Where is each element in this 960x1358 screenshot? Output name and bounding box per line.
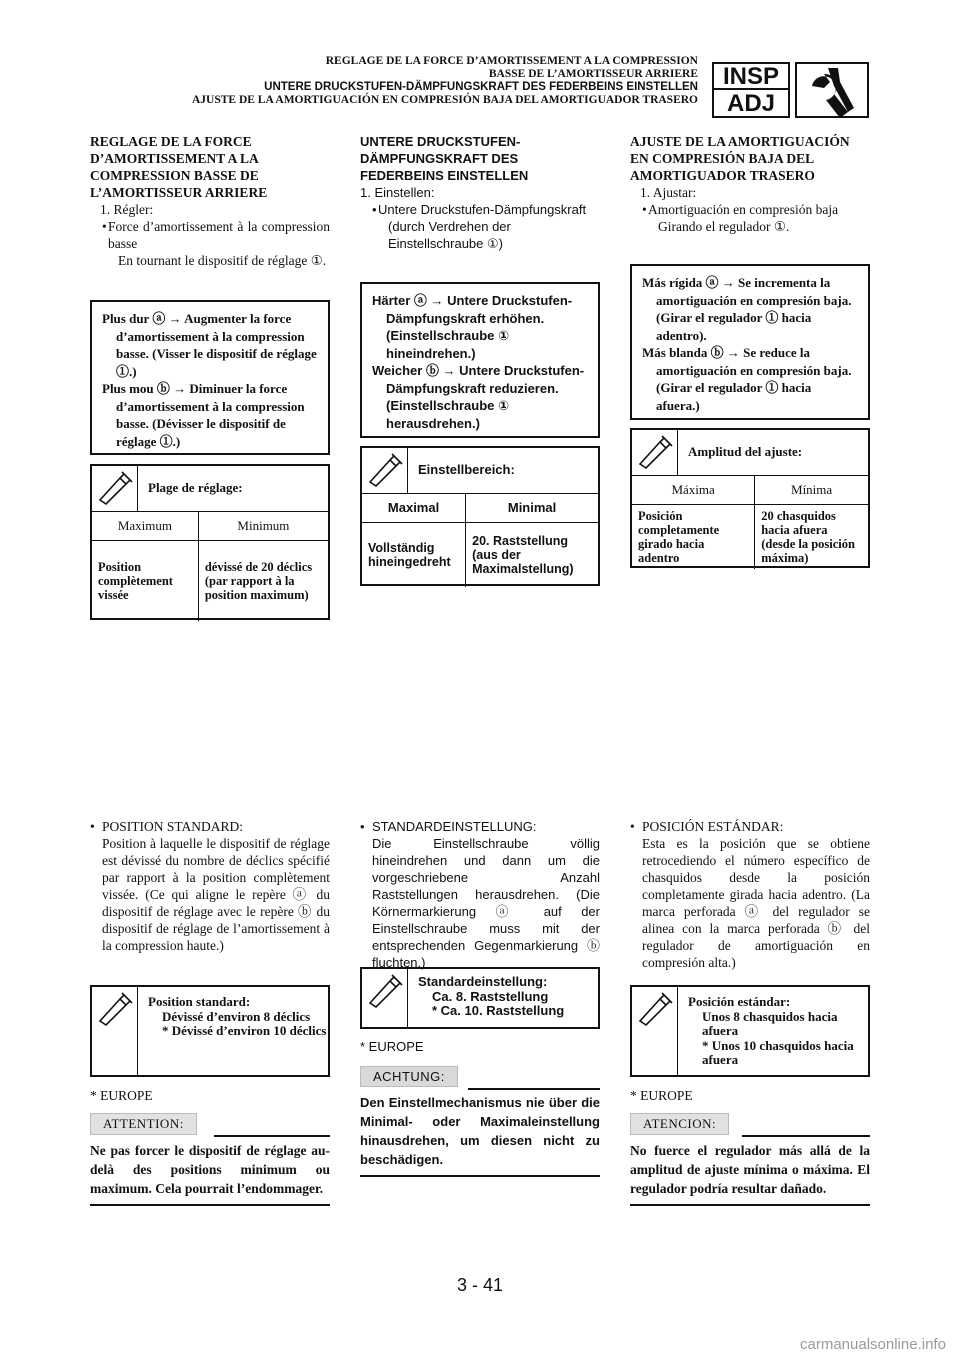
- de-spec-max: Vollständig hineingedreht: [368, 540, 451, 569]
- caliper-icon: [636, 991, 674, 1029]
- fr-caution-text: Ne pas forcer le dispositif de réglage au-delà des positions minimum ou maximum. Cela pourrait l’endommager.: [90, 1143, 330, 1196]
- de-intro: UNTERE DRUCKSTUFEN- DÄMPFUNGSKRAFT DES FEDERBEINS EINSTELLEN 1. Einstellen: • Untere Druckstufen-Dämpfungskraft (durch Verdrehen der Einstellschraube ①): [360, 133, 600, 252]
- fr-std-box-title: Position standard:: [148, 994, 251, 1009]
- es-std-head: POSICIÓN ESTÁNDAR:: [642, 819, 784, 834]
- fr-title-3: COMPRESSION BASSE DE: [90, 168, 259, 183]
- fr-std-head: POSITION STANDARD:: [102, 819, 244, 834]
- de-standard: • STANDARDEINSTELLUNG: Die Einstellschraube völlig hineindrehen und dann um die vorgeschriebene Anzahl Raststellungen herausdrehen. (Die Körnermarkierung ⓐ auf der Einstellschraube muss mit der entsprechenden Gegenmarkierung ⓑ fluchten.): [360, 819, 600, 970]
- fr-box-softer: Plus mou ⓑ → Diminuer la force d’amortissement à la compression basse. (Dévisser le dispositif de réglage ①.): [102, 381, 305, 449]
- de-title-2: DÄMPFUNGSKRAFT DES: [360, 151, 519, 166]
- es-caution-text: No fuerce el regulador más allá de la amplitud de ajuste mínima o máxima. El regulador podría resultar dañado.: [630, 1143, 870, 1196]
- es-caution: [630, 1113, 870, 1206]
- es-spec-max: Posición completamente girado hacia adentro: [638, 509, 720, 565]
- es-std-box-l2: * Unos 10 chasquidos hacia afuera: [702, 1037, 854, 1067]
- de-title-1: UNTERE DRUCKSTUFEN-: [360, 134, 521, 149]
- de-std-box-l2: * Ca. 10. Raststellung: [432, 1003, 565, 1018]
- de-title-3: FEDERBEINS EINSTELLEN: [360, 168, 529, 183]
- fr-std-box-l1: Dévissé d’environ 8 déclics: [162, 1008, 311, 1024]
- fr-title-2: D’AMORTISSEMENT A LA: [90, 151, 259, 166]
- wrench-screwdriver-icon: [795, 62, 869, 118]
- de-step: 1. Einstellen:: [360, 185, 435, 200]
- fr-std-box: [90, 985, 330, 1077]
- fr-caution-tag: ATTENTION:: [90, 1113, 197, 1135]
- es-std-text: Esta es la posición que se obtiene retrocediendo el número específico de chasquidos desde la posición completamente girada hacia adentro. (La marca perforada ⓐ del regulador se alinea con la marca perforada ⓑ del regulador de amortiguación en compresión alta.): [642, 836, 870, 970]
- badge-adj: ADJ: [726, 90, 775, 117]
- de-spec-header-min: Minimal: [466, 494, 598, 523]
- fr-spec-max: Position complètement vissée: [98, 559, 173, 602]
- fr-title-1: REGLAGE DE LA FORCE: [90, 134, 252, 149]
- fr-caution: [90, 1113, 330, 1206]
- de-spec-min: 20. Raststellung (aus der Maximalstellung): [466, 523, 598, 587]
- de-bullet: Untere Druckstufen-Dämpfungskraft: [378, 202, 587, 217]
- caliper-icon: [366, 452, 404, 490]
- header-line-3: UNTERE DRUCKSTUFEN-DÄMPFUNGSKRAFT DES FEDERBEINS EINSTELLEN: [264, 81, 698, 93]
- es-spec-table: [630, 428, 870, 568]
- es-spec-title: Amplitud del ajuste:: [688, 444, 803, 459]
- es-bullet: Amortiguación en compresión baja: [648, 202, 839, 217]
- de-std-box-title: Standardeinstellung:: [418, 974, 548, 989]
- caliper-icon: [636, 434, 674, 472]
- section-badge: [712, 62, 790, 118]
- es-std-box: [630, 985, 870, 1077]
- de-europe: * EUROPE: [360, 1039, 424, 1054]
- es-box-softer: Más blanda ⓑ → Se reduce la amortiguación en compresión baja. (Girar el regulador ① hacia afuera.): [642, 345, 852, 413]
- es-title-2: EN COMPRESIÓN BAJA DEL: [630, 151, 815, 166]
- badge-insp: INSP: [714, 64, 788, 90]
- fr-std-text: Position à laquelle le dispositif de réglage est dévissé du nombre de déclics spécifié par rapport à la position complètement vissée. (Ce qui aligne le repère ⓐ du dispositif de réglage avec le repère ⓑ du dispositif de réglage de l’amortissement à la compression haute.): [102, 836, 330, 953]
- de-std-head: STANDARDEINSTELLUNG:: [372, 819, 537, 834]
- es-intro: AJUSTE DE LA AMORTIGUACIÓN EN COMPRESIÓN BAJA DEL AMORTIGUADOR TRASERO 1. Ajustar: • Amortiguación en compresión baja Girando el regulador ①.: [630, 133, 870, 235]
- de-bullet-sub: (durch Verdrehen der Einstellschraube ①): [388, 219, 511, 251]
- de-spec-header-max: Maximal: [362, 494, 466, 523]
- header-line-4: AJUSTE DE LA AMORTIGUACIÓN EN COMPRESIÓN BAJA DEL AMORTIGUADOR TRASERO: [191, 94, 698, 106]
- fr-box-harder: Plus dur ⓐ → Augmenter la force d’amortissement à la compression basse. (Visser le dispositif de réglage ①.): [102, 311, 317, 379]
- fr-spec-min: dévissé de 20 déclics (par rapport à la position maximum): [198, 541, 328, 621]
- de-std-text: Die Einstellschraube völlig hineindrehen und dann um die vorgeschriebene Anzahl Raststellungen herausdrehen. (Die Körnermarkierung ⓐ auf der Einstellschraube muss mit der entsprechenden Gegenmarkierung ⓑ fluchten.): [372, 836, 600, 970]
- fr-standard: • POSITION STANDARD: Position à laquelle le dispositif de réglage est dévissé du nombre de déclics spécifié par rapport à la position complètement vissée. (Ce qui aligne le repère ⓐ du dispositif de réglage avec le repère ⓑ du dispositif de réglage de l’amortissement à la compression haute.): [90, 819, 330, 953]
- caliper-icon: [96, 991, 134, 1029]
- de-std-box-l1: Ca. 8. Raststellung: [432, 988, 549, 1004]
- es-europe: * EUROPE: [630, 1088, 693, 1103]
- es-spec-min: 20 chasquidos hacia afuera (desde la posición máxima): [755, 505, 868, 570]
- es-spec-header-min: Mínima: [755, 476, 868, 505]
- header-line-2: BASSE DE L’AMORTISSEUR ARRIERE: [488, 68, 698, 80]
- header-titles: [58, 55, 698, 107]
- de-box-harder: Härter ⓐ → Untere Druckstufen-Dämpfungskraft erhöhen. (Einstellschraube ① hineindrehen.): [372, 293, 573, 361]
- es-step: 1. Ajustar:: [640, 185, 697, 200]
- de-std-box: [360, 967, 600, 1029]
- de-caution-tag: ACHTUNG:: [360, 1066, 458, 1087]
- de-spec-title: Einstellbereich:: [418, 462, 515, 477]
- de-box-softer: Weicher ⓑ → Untere Druckstufen-Dämpfungskraft reduzieren. (Einstellschraube ① herausdrehen.): [372, 363, 585, 431]
- es-caution-tag: ATENCION:: [630, 1113, 729, 1135]
- fr-adjust-box: [90, 300, 330, 455]
- es-title-3: AMORTIGUADOR TRASERO: [630, 168, 815, 183]
- es-box-harder: Más rígida ⓐ → Se incrementa la amortiguación en compresión baja. (Girar el regulador ① hacia adentro).: [642, 275, 852, 343]
- es-bullet-sub: Girando el regulador ①.: [658, 219, 790, 234]
- fr-intro: REGLAGE DE LA FORCE D’AMORTISSEMENT A LA COMPRESSION BASSE DE L’AMORTISSEUR ARRIERE 1. Régler: • Force d’amortissement à la compression basse En tournant le dispositif de réglage ①.: [90, 134, 330, 268]
- es-std-box-l1: Unos 8 chasquidos hacia afuera: [702, 1008, 838, 1038]
- caliper-icon: [366, 973, 404, 1011]
- es-title-1: AJUSTE DE LA AMORTIGUACIÓN: [630, 134, 850, 149]
- fr-spec-header-min: Minimum: [198, 512, 328, 541]
- footer-watermark: carmanualsonline.info: [800, 1336, 946, 1353]
- es-adjust-box: [630, 264, 870, 420]
- fr-step: 1. Régler:: [100, 202, 154, 217]
- page-number: 3 - 41: [456, 1275, 504, 1295]
- header-line-1: REGLAGE DE LA FORCE D’AMORTISSEMENT A LA COMPRESSION: [325, 55, 698, 67]
- de-spec-table: [360, 446, 600, 586]
- fr-spec-title: Plage de réglage:: [148, 480, 243, 495]
- fr-europe: * EUROPE: [90, 1088, 153, 1103]
- de-adjust-box: [360, 282, 600, 438]
- fr-spec-table: [90, 464, 330, 620]
- fr-title-4: L’AMORTISSEUR ARRIERE: [90, 185, 268, 200]
- caliper-icon: [96, 470, 134, 508]
- es-standard: • POSICIÓN ESTÁNDAR: Esta es la posición que se obtiene retrocediendo el número específico de chasquidos desde la posición completamente girada hacia adentro. (La marca perforada ⓐ del regulador se alinea con la marca perforada ⓑ del regulador de amortiguación en compresión alta.): [630, 819, 870, 970]
- fr-spec-header-max: Maximum: [92, 512, 198, 541]
- fr-bullet-sub: En tournant le dispositif de réglage ①.: [118, 253, 327, 268]
- de-caution-text: Den Einstellmechanismus nie über die Minimal- oder Maximaleinstellung hinausdrehen, um diesen nicht zu beschädigen.: [360, 1095, 600, 1167]
- es-spec-header-max: Máxima: [632, 476, 755, 505]
- fr-bullet: Force d’amortissement à la compression basse: [108, 219, 330, 251]
- de-caution: [360, 1066, 600, 1177]
- fr-std-box-l2: * Dévissé d’environ 10 déclics: [162, 1023, 327, 1038]
- es-std-box-title: Posición estándar:: [688, 994, 791, 1009]
